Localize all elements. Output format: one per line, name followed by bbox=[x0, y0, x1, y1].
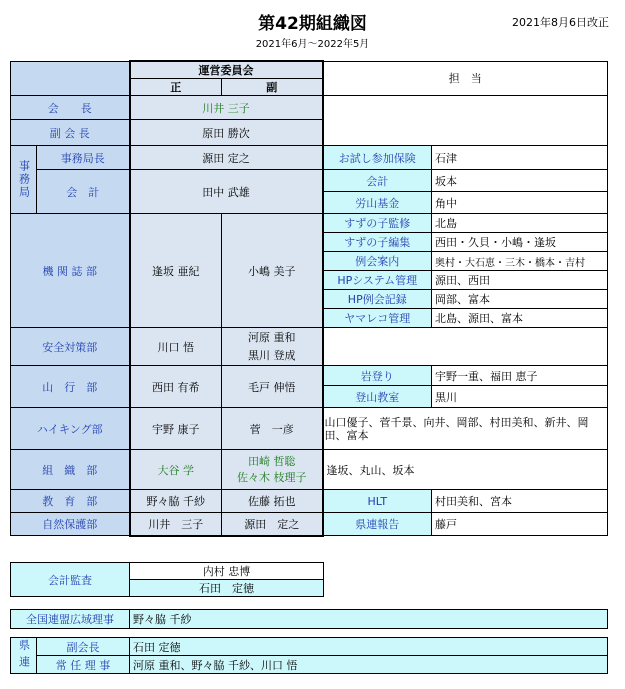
deputy-soshiki-2: 佐々木 枝理子 bbox=[237, 471, 307, 484]
deputy-soshiki-1: 田崎 哲聡 bbox=[248, 455, 296, 468]
task-hp-record: HP例会記録 bbox=[323, 290, 432, 309]
role-kaicho: 会 長 bbox=[11, 96, 130, 120]
jimukyoku-label: 事務局 bbox=[11, 146, 37, 214]
zenkoku-name: 野々脇 千紗 bbox=[130, 610, 608, 629]
task-kikin: 労山基金 bbox=[323, 192, 432, 214]
people-kanshu: 北島 bbox=[432, 214, 608, 233]
kenren-joninriji-role: 常 任 理 事 bbox=[37, 656, 130, 674]
name-kaicho: 川井 三子 bbox=[130, 96, 323, 120]
task-kenren: 県連報告 bbox=[323, 513, 432, 536]
people-hiking: 山口優子、菅千景、向井、岡部、村田美和、新井、岡田、富本 bbox=[323, 408, 608, 450]
task-kaikei: 会計 bbox=[323, 170, 432, 192]
kansa-name-2: 石田 定徳 bbox=[130, 580, 324, 597]
kansa-label: 会計監査 bbox=[11, 563, 130, 597]
task-otameshi: お試し参加保険 bbox=[323, 146, 432, 170]
people-hp-system: 源田、西田 bbox=[432, 271, 608, 290]
role-kikanshi: 機 関 誌 部 bbox=[11, 214, 130, 328]
org-table bbox=[10, 60, 608, 537]
col-deputy-header: 副 bbox=[222, 79, 323, 96]
tantou-blank-anzen bbox=[323, 328, 608, 366]
period-subtitle: 2021年6月～2022年5月 bbox=[255, 39, 370, 50]
task-hp-system: HPシステム管理 bbox=[323, 271, 432, 290]
people-kaikei: 坂本 bbox=[432, 170, 608, 192]
deputy-sanko: 毛戸 伸悟 bbox=[222, 366, 323, 408]
tantou-blank-1 bbox=[323, 96, 608, 146]
kaikei-kansa-table bbox=[10, 562, 324, 597]
kansa-name-1: 内村 忠博 bbox=[130, 563, 324, 580]
committee-header: 運営委員会 bbox=[130, 61, 323, 79]
task-henshu: すずの子編集 bbox=[323, 233, 432, 252]
deputy-anzen-2: 黒川 登成 bbox=[248, 349, 296, 362]
kenren-label: 県連 bbox=[11, 638, 37, 674]
col-primary-header: 正 bbox=[130, 79, 222, 96]
people-kikin: 角中 bbox=[432, 192, 608, 214]
people-hlt: 村田美和、宮本 bbox=[432, 490, 608, 513]
role-jimukyokucho: 事務局長 bbox=[37, 146, 130, 170]
deputy-anzen bbox=[222, 328, 323, 366]
primary-hiking: 宇野 康子 bbox=[130, 408, 222, 450]
task-reikai: 例会案内 bbox=[323, 252, 432, 271]
kenren-fukukaicho-role: 副会長 bbox=[37, 638, 130, 656]
zenkoku-table bbox=[10, 609, 608, 629]
deputy-shizen: 源田 定之 bbox=[222, 513, 323, 536]
role-kaikei: 会 計 bbox=[37, 170, 130, 214]
role-shizen: 自然保護部 bbox=[11, 513, 130, 536]
deputy-kikanshi: 小嶋 美子 bbox=[222, 214, 323, 328]
people-soshiki: 逢坂、丸山、坂本 bbox=[323, 450, 608, 490]
primary-shizen: 川井 三子 bbox=[130, 513, 222, 536]
primary-kyoiku: 野々脇 千紗 bbox=[130, 490, 222, 513]
task-hlt: HLT bbox=[323, 490, 432, 513]
primary-kikanshi: 逢坂 亜紀 bbox=[130, 214, 222, 328]
zenkoku-label: 全国連盟広域理事 bbox=[11, 610, 130, 629]
name-kaikei: 田中 武雄 bbox=[130, 170, 323, 214]
people-hp-record: 岡部、富本 bbox=[432, 290, 608, 309]
role-kyoiku: 教 育 部 bbox=[11, 490, 130, 513]
name-fukukaicho: 原田 勝次 bbox=[130, 120, 323, 146]
page-title: 第42期組織図 bbox=[258, 14, 367, 34]
kenren-joninriji-names: 河原 重和、野々脇 千紗、川口 悟 bbox=[130, 656, 608, 674]
revision-date: 2021年8月6日改正 bbox=[512, 16, 609, 29]
role-soshiki: 組 織 部 bbox=[11, 450, 130, 490]
kenren-fukukaicho-name: 石田 定徳 bbox=[130, 638, 608, 656]
role-anzen: 安全対策部 bbox=[11, 328, 130, 366]
task-kanshu: すずの子監修 bbox=[323, 214, 432, 233]
role-fukukaicho: 副 会 長 bbox=[11, 120, 130, 146]
people-yamareco: 北島、源田、富本 bbox=[432, 309, 608, 328]
task-iwanobori: 岩登り bbox=[323, 366, 432, 386]
deputy-soshiki bbox=[222, 450, 323, 490]
tantou-header: 担 当 bbox=[323, 61, 608, 96]
people-henshu: 西田・久貝・小嶋・逢坂 bbox=[432, 233, 608, 252]
kenren-table bbox=[10, 637, 608, 674]
people-otameshi: 石津 bbox=[432, 146, 608, 170]
people-reikai: 奥村・大石恵・三木・橋本・吉村 bbox=[432, 252, 608, 271]
task-tozan-kyoshitsu: 登山教室 bbox=[323, 386, 432, 408]
primary-sanko: 西田 有希 bbox=[130, 366, 222, 408]
people-kenren: 藤戸 bbox=[432, 513, 608, 536]
header-blank bbox=[11, 61, 130, 96]
task-yamareco: ヤマレコ管理 bbox=[323, 309, 432, 328]
people-iwanobori: 宇野一重、福田 恵子 bbox=[432, 366, 608, 386]
name-jimukyokucho: 源田 定之 bbox=[130, 146, 323, 170]
people-tozan-kyoshitsu: 黒川 bbox=[432, 386, 608, 408]
deputy-kyoiku: 佐藤 拓也 bbox=[222, 490, 323, 513]
role-sanko: 山 行 部 bbox=[11, 366, 130, 408]
primary-soshiki: 大谷 学 bbox=[130, 450, 222, 490]
role-hiking: ハイキング部 bbox=[11, 408, 130, 450]
deputy-anzen-1: 河原 重和 bbox=[248, 331, 296, 344]
deputy-hiking: 菅 一彦 bbox=[222, 408, 323, 450]
primary-anzen: 川口 悟 bbox=[130, 328, 222, 366]
